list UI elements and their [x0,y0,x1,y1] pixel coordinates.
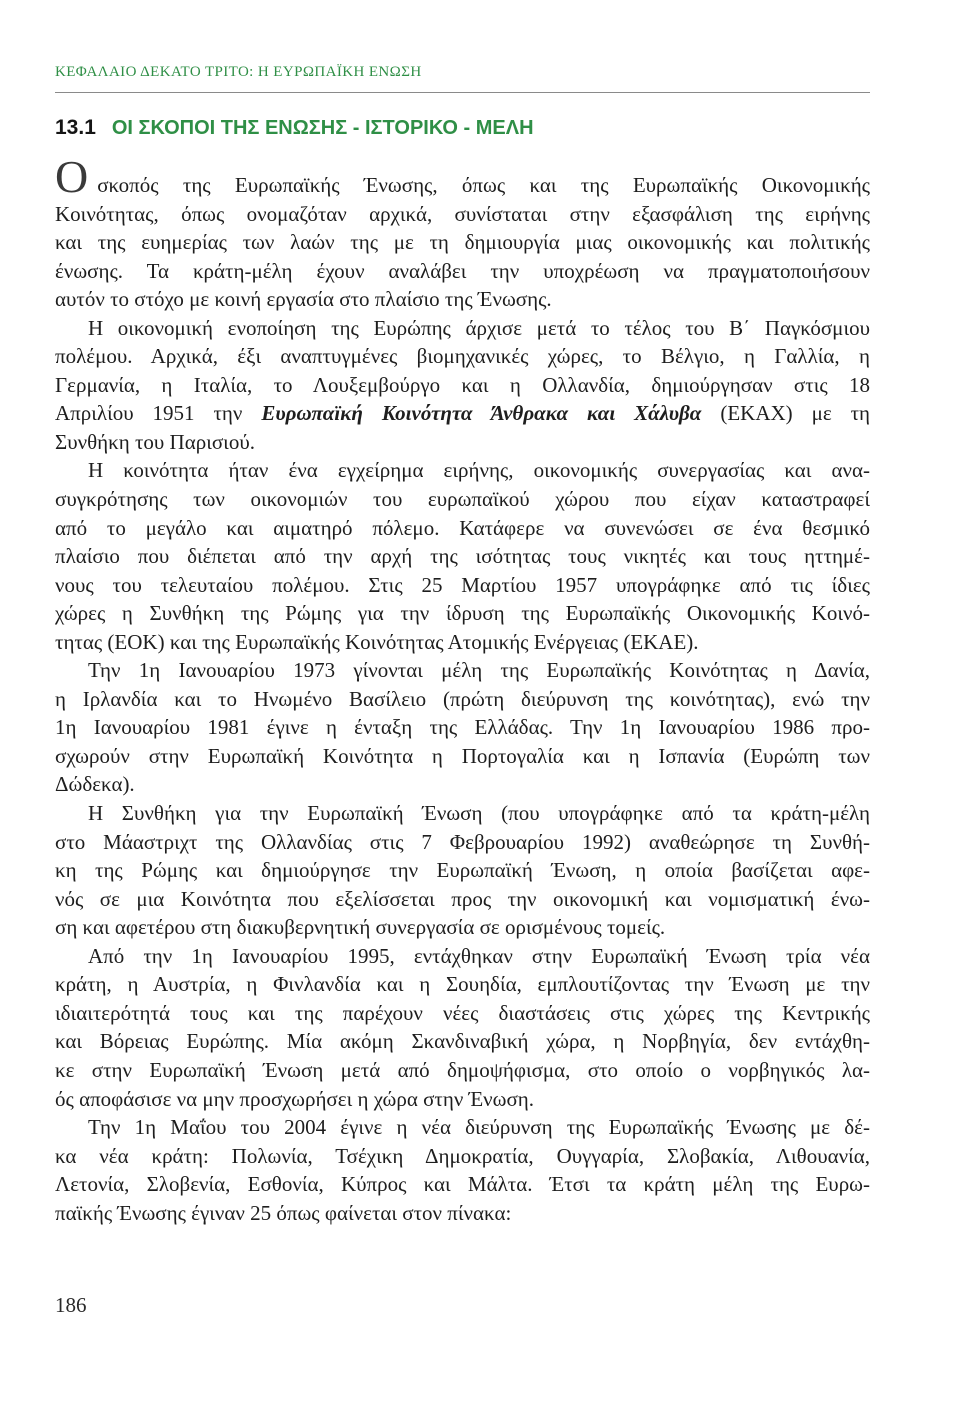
body-line: Η κοινότητα ήταν ένα εγχείρημα ειρήνης, οικονομικής συνεργασίας και ανα- [88,458,870,483]
body-line: Γερμανία, η Ιταλία, το Λουξεμβούργο και η Ολλανδία, δημιούργησαν στις 18 [55,372,870,397]
line-text: Απριλίου 1951 την [55,401,262,426]
paragraph [55,656,870,799]
drop-cap: Ο [55,151,89,202]
body-line: Κοινότητας, όπως ονομαζόταν αρχικά, συνίσταται στην εξασφάλιση της ειρήνης [55,201,870,226]
body-line: στο Μάαστριχτ της Ολλανδίας στις 7 Φεβρουαρίου 1992) αναθεώρησε τη Συνθή- [55,829,870,854]
body-line: κράτη, η Αυστρία, η Φινλανδία και η Σουηδία, εμπλουτίζοντας την Ένωση με την [55,972,870,997]
body-line: Η οικονομική ενοποίηση της Ευρώπης άρχισε μετά το τέλος του Β΄ Παγκόσμιου [88,315,870,340]
running-header: ΚΕΦΑΛΑΙΟ ΔΕΚΑΤΟ ΤΡΙΤΟ: Η ΕΥΡΩΠΑΪΚΗ ΕΝΩΣΗ [55,64,422,80]
body-line: ση και αφετέρου στη διακυβερνητική συνεργασία σε ορισμένους τομείς. [55,915,666,940]
line-text: (ΕΚΑΧ) με τη [701,401,871,426]
body-line: κα νέα κράτη: Πολωνία, Τσέχικη Δημοκρατία, Ουγγαρία, Σλοβακία, Λιθουανία, [55,1143,870,1168]
body-line: και της ευημερίας των λαών της με τη δημιουργία μιας οικονομικής και πολιτικής [55,230,870,255]
paragraph [55,456,870,656]
body-line: και Βόρειας Ευρώπης. Μία ακόμη Σκανδιναβική χώρα, η Νορβηγία, δεν εντάχθη- [55,1029,870,1054]
body-line: παϊκής Ένωσης έγιναν 25 όπως φαίνεται στον πίνακα: [55,1200,512,1225]
body-line: αυτόν το στόχο με κοινή εργασία στο πλαίσιο της Ένωσης. [55,287,552,312]
body-line: ός αποφάσισε να μην προσχωρήσει η χώρα στην Ένωση. [55,1086,535,1111]
paragraph [55,942,870,1113]
body-line: χώρες η Συνθήκη της Ρώμης για την ίδρυση της Ευρωπαϊκής Οικονομικής Κοινό- [55,601,870,626]
line-text: σκοπός της Ευρωπαϊκής Ένωσης, όπως και της Ευρωπαϊκής Οικονομικής [97,173,870,197]
body-line: Η Συνθήκη για την Ευρωπαϊκή Ένωση (που υπογράφηκε από τα κράτη-μέλη [88,801,870,826]
paragraph [55,314,870,457]
emphasized-term: Ευρωπαϊκή Κοινότητα Άνθρακα και Χάλυβα [261,401,702,426]
body-line: κε στην Ευρωπαϊκή Ένωση μετά από δημοψήφισμα, στο οποίο ο νορβηγικός λα- [55,1057,870,1082]
body-line: πλαίσιο που διέπεται από την αρχή της ισότητας τους νικητές και τους ηττημέ- [55,544,870,569]
body-line: Την 1η Ιανουαρίου 1973 γίνονται μέλη της Ευρωπαϊκής Κοινότητας η Δανία, [88,658,870,683]
body-line: Συνθήκη του Παρισιού. [55,429,255,454]
body-line: Δώδεκα). [55,772,135,797]
body-line [55,399,870,428]
body-line: πολέμου. Αρχικά, έξι αναπτυγμένες βιομηχανικές χώρες, το Βέλγιο, η Γαλλία, η [55,344,870,369]
body-line: κη της Ρώμης και δημιούργησε την Ευρωπαϊκή Ένωση, η οποία βασίζεται αφε- [55,858,870,883]
paragraph [55,799,870,942]
body-line: ιδιαιτερότητά τους και της παρέχουν νέες διαστάσεις στις χώρες της Κεντρικής [55,1000,870,1025]
body-line: νους του τελευταίου πολέμου. Στις 25 Μαρτίου 1957 υπογράφηκε από τις ίδιες [55,572,870,597]
body-line: συγκρότησης των οικονομιών του ευρωπαϊκού χώρου που είχαν καταστραφεί [55,487,870,512]
section-heading [55,114,534,142]
body-line [55,151,870,202]
body-line: η Ιρλανδία και το Ηνωμένο Βασίλειο (πρώτη διεύρυνση της κοινότητας), ενώ την [55,686,870,711]
body-line: Λετονία, Σλοβενία, Εσθονία, Κύπρος και Μάλτα. Έτσι τα κράτη μέλη της Ευρω- [55,1172,870,1197]
body-line: από το μεγάλο και αιματηρό πόλεμο. Κατάφερε να συνενώσει σε ένα θεσμικό [55,515,870,540]
header-rule [55,92,870,93]
body-line: Την 1η Μαΐου του 2004 έγινε η νέα διεύρυνση της Ευρωπαϊκής Ένωσης με δέ- [88,1115,870,1140]
body-line: νός σε μια Κοινότητα που εξελίσσεται προς την οικονομική και νομισματική ένω- [55,886,870,911]
paragraph [55,151,870,314]
body-line: Από την 1η Ιανουαρίου 1995, εντάχθηκαν στην Ευρωπαϊκή Ένωση τρία νέα [88,943,870,968]
body-text [55,151,871,1227]
page-number: 186 [55,1293,87,1317]
section-number: 13.1 [55,116,96,139]
body-line: 1η Ιανουαρίου 1981 έγινε η ένταξη της Ελλάδας. Την 1η Ιανουαρίου 1986 προ- [55,715,870,740]
body-line: τητας (ΕΟΚ) και της Ευρωπαϊκής Κοινότητας Ατομικής Ενέργειας (ΕΚΑΕ). [55,629,699,654]
section-title: ΟΙ ΣΚΟΠΟΙ ΤΗΣ ΕΝΩΣΗΣ - ΙΣΤΟΡΙΚΟ - ΜΕΛΗ [111,117,534,139]
body-line: ένωσης. Τα κράτη-μέλη έχουν αναλάβει την υποχρέωση να πραγματοποιήσουν [55,258,870,283]
paragraph [55,1113,870,1227]
body-line: σχωρούν στην Ευρωπαϊκή Κοινότητα η Πορτογαλία και η Ισπανία (Ευρώπη των [55,743,870,768]
